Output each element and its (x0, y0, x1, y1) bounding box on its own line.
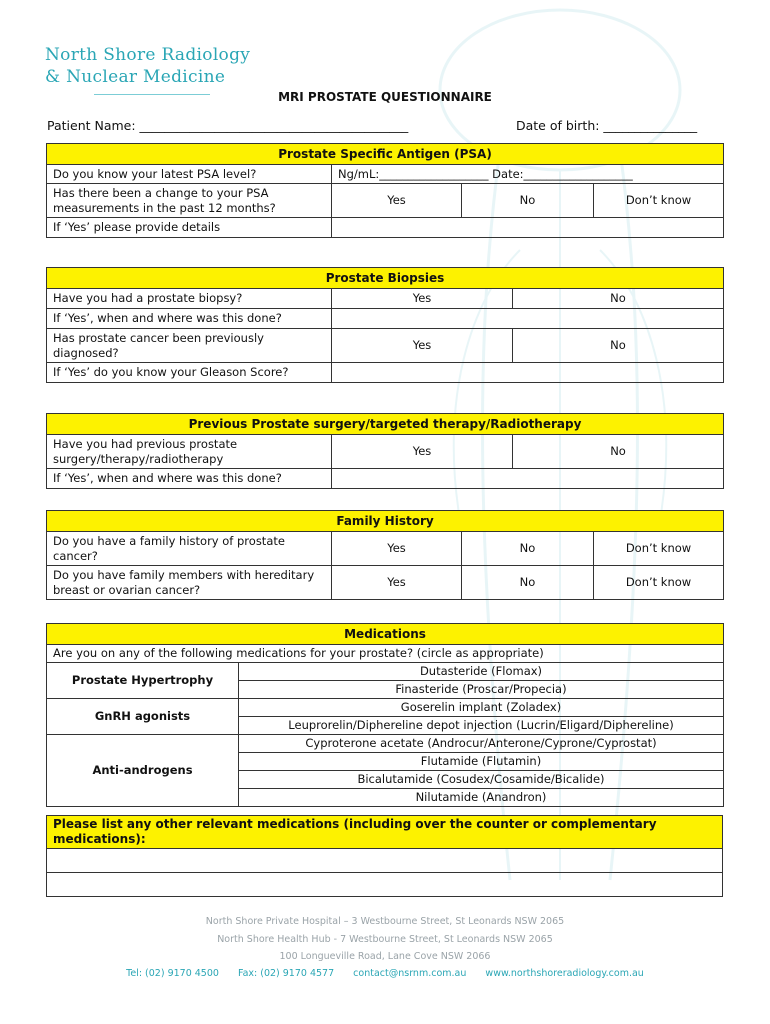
med-item[interactable]: Cyproterone acetate (Androcur/Anterone/Cyprone/Cyprostat) (239, 735, 724, 753)
psa-table (46, 143, 724, 238)
cancer-diagnosed-no[interactable]: No (513, 329, 724, 363)
family-q2-yes[interactable]: Yes (332, 566, 462, 600)
page-title: MRI PROSTATE QUESTIONNAIRE (278, 90, 492, 104)
psa-details-input[interactable] (332, 218, 724, 238)
surgery-when-where-input[interactable] (332, 469, 724, 489)
footer-email-link[interactable]: contact@nsrnm.com.au (353, 968, 467, 979)
medications-header: Medications (47, 624, 724, 645)
other-medications-line-1[interactable] (47, 849, 723, 873)
family-q2-dont-know[interactable]: Don’t know (594, 566, 724, 600)
family-header: Family History (47, 511, 724, 532)
med-item[interactable]: Finasteride (Proscar/Propecia) (239, 681, 724, 699)
psa-q2: Has there been a change to your PSA measurements in the past 12 months? (47, 184, 332, 218)
biopsies-q1: Have you had a prostate biopsy? (47, 289, 332, 309)
footer-address-1: North Shore Private Hospital – 3 Westbourne Street, St Leonards NSW 2065 (205, 916, 565, 927)
family-q1: Do you have a family history of prostate cancer? (47, 532, 332, 566)
psa-level-input[interactable]: Ng/mL:___________________ Date:___________________ (332, 165, 724, 184)
dob-field[interactable]: Date of birth: _______________ (516, 118, 698, 133)
med-item[interactable]: Goserelin implant (Zoladex) (239, 699, 724, 717)
med-item[interactable]: Bicalutamide (Cosudex/Cosamide/Bicalide) (239, 771, 724, 789)
family-q2: Do you have family members with hereditary breast or ovarian cancer? (47, 566, 332, 600)
surgery-table (46, 413, 724, 489)
surgery-q2: If ‘Yes’, when and where was this done? (47, 469, 332, 489)
psa-q1: Do you know your latest PSA level? (47, 165, 332, 184)
psa-change-no[interactable]: No (462, 184, 594, 218)
surgery-yes[interactable]: Yes (332, 435, 513, 469)
biopsy-yes[interactable]: Yes (332, 289, 513, 309)
family-q1-no[interactable]: No (462, 532, 594, 566)
footer-address-3: 100 Longueville Road, Lane Cove NSW 2066 (279, 951, 491, 962)
med-item[interactable]: Flutamide (Flutamin) (239, 753, 724, 771)
footer-fax: Fax: (02) 9170 4577 (237, 968, 335, 979)
group-gnrh-agonists: GnRH agonists (47, 699, 239, 735)
biopsy-no[interactable]: No (513, 289, 724, 309)
psa-change-dont-know[interactable]: Don’t know (594, 184, 724, 218)
logo-line2: & Nuclear Medicine (45, 67, 226, 87)
group-prostate-hypertrophy: Prostate Hypertrophy (47, 663, 239, 699)
psa-header: Prostate Specific Antigen (PSA) (47, 144, 724, 165)
medications-intro: Are you on any of the following medications for your prostate? (circle as appropriate) (47, 645, 724, 663)
footer-address-2: North Shore Health Hub - 7 Westbourne Street, St Leonards NSW 2065 (217, 934, 553, 945)
other-medications-line-2[interactable] (47, 873, 723, 897)
surgery-header: Previous Prostate surgery/targeted therapy/Radiotherapy (47, 414, 724, 435)
logo (45, 44, 250, 88)
group-anti-androgens: Anti-androgens (47, 735, 239, 807)
psa-q3: If ‘Yes’ please provide details (47, 218, 332, 238)
biopsies-header: Prostate Biopsies (47, 268, 724, 289)
gleason-score-input[interactable] (332, 363, 724, 383)
surgery-q1: Have you had previous prostate surgery/therapy/radiotherapy (47, 435, 332, 469)
family-q1-dont-know[interactable]: Don’t know (594, 532, 724, 566)
biopsies-q3: Has prostate cancer been previously diagnosed? (47, 329, 332, 363)
medications-table (46, 623, 724, 807)
family-q1-yes[interactable]: Yes (332, 532, 462, 566)
surgery-no[interactable]: No (513, 435, 724, 469)
patient-name-field[interactable]: Patient Name: ___________________________________________ (47, 118, 409, 133)
family-q2-no[interactable]: No (462, 566, 594, 600)
biopsy-when-where-input[interactable] (332, 309, 724, 329)
med-item[interactable]: Leuprorelin/Diphereline depot injection (Lucrin/Eligard/Diphereline) (239, 717, 724, 735)
footer-contacts (0, 968, 770, 979)
psa-change-yes[interactable]: Yes (332, 184, 462, 218)
biopsies-q2: If ‘Yes’, when and where was this done? (47, 309, 332, 329)
cancer-diagnosed-yes[interactable]: Yes (332, 329, 513, 363)
med-item[interactable]: Nilutamide (Anandron) (239, 789, 724, 807)
biopsies-table (46, 267, 724, 383)
footer-tel: Tel: (02) 9170 4500 (126, 968, 219, 979)
logo-line1: North Shore Radiology (45, 45, 251, 65)
biopsies-q4: If ‘Yes’ do you know your Gleason Score? (47, 363, 332, 383)
footer-web-link[interactable]: www.northshoreradiology.com.au (485, 968, 644, 979)
other-medications-table (46, 815, 723, 897)
other-medications-header: Please list any other relevant medications (including over the counter or complementary medications): (47, 816, 723, 849)
family-table (46, 510, 724, 600)
med-item[interactable]: Dutasteride (Flomax) (239, 663, 724, 681)
